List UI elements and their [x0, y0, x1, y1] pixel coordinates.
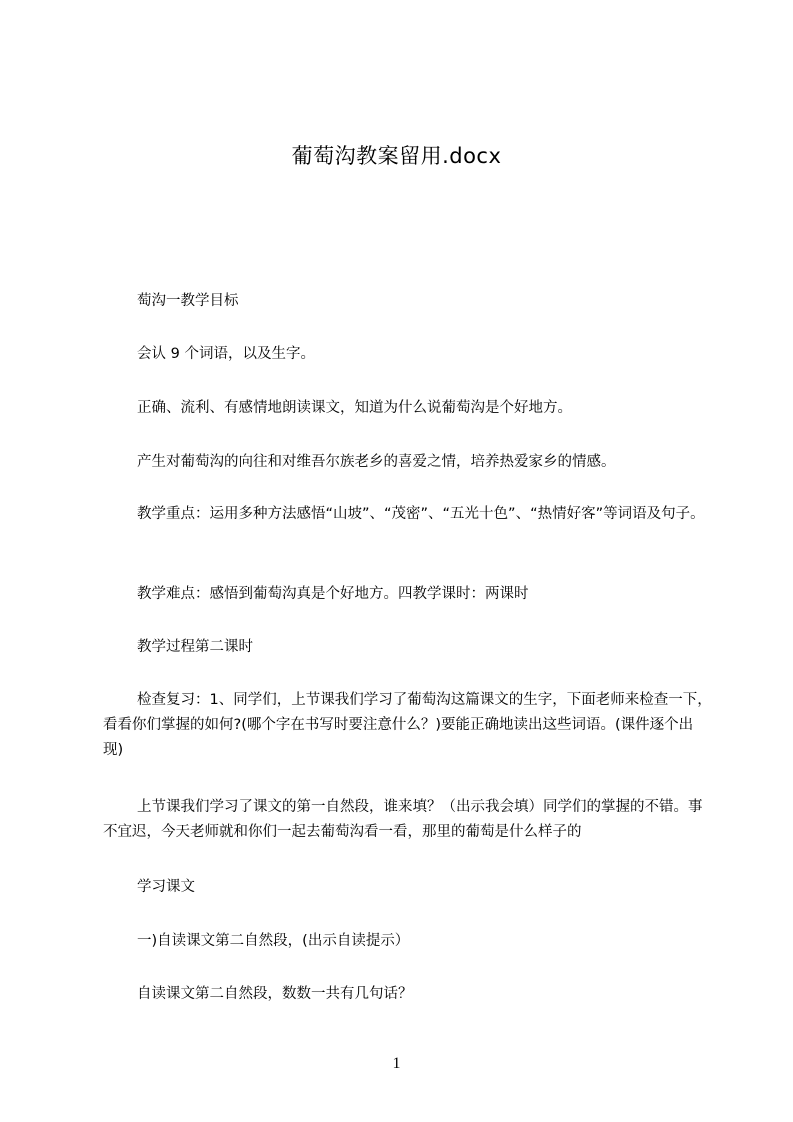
paragraph-last-lesson: 上节课我们学习了课文的第一自然段，谁来填？（出示我会填）同学们的掌握的不错。事不宜迟，今天老师就和你们一起去葡萄沟看一看，那里的葡萄是什么样子的: [103, 799, 703, 840]
paragraph-review: 检查复习：1、同学们，上节课我们学习了葡萄沟这篇课文的生字，下面老师来检查一下，看看你们掌握的如何?(哪个字在书写时要注意什么？)要能正确地读出这些词语。(课件逐个出现): [103, 692, 712, 758]
paragraph-study-text: 学习课文: [137, 879, 195, 895]
document-title: 葡萄沟教案留用.docx: [291, 144, 502, 168]
paragraph-objective-1: 会认 9 个词语，以及生字。: [137, 346, 315, 362]
paragraph-difficulties: 教学难点：感悟到葡萄沟真是个好地方。四教学课时：两课时: [137, 586, 529, 602]
paragraph-self-read: 一)自读课文第二自然段，(出示自读提示）: [137, 933, 410, 949]
paragraph-process-heading: 教学过程第二课时: [137, 639, 253, 655]
paragraph-objective-3: 产生对葡萄沟的向往和对维吾尔族老乡的喜爱之情，培养热爱家乡的情感。: [137, 454, 616, 470]
paragraph-objective-2: 正确、流利、有感情地朗读课文，知道为什么说葡萄沟是个好地方。: [137, 400, 572, 416]
paragraph-key-points: 教学重点：运用多种方法感悟“山坡”、“茂密”、“五光十色”、“热情好客”等词语及句子。: [137, 506, 705, 522]
paragraph-objectives-heading: 萄沟一教学目标: [137, 293, 239, 309]
paragraph-count-sentences: 自读课文第二自然段，数数一共有几句话？: [137, 986, 413, 1002]
page-number: 1: [392, 1055, 401, 1072]
